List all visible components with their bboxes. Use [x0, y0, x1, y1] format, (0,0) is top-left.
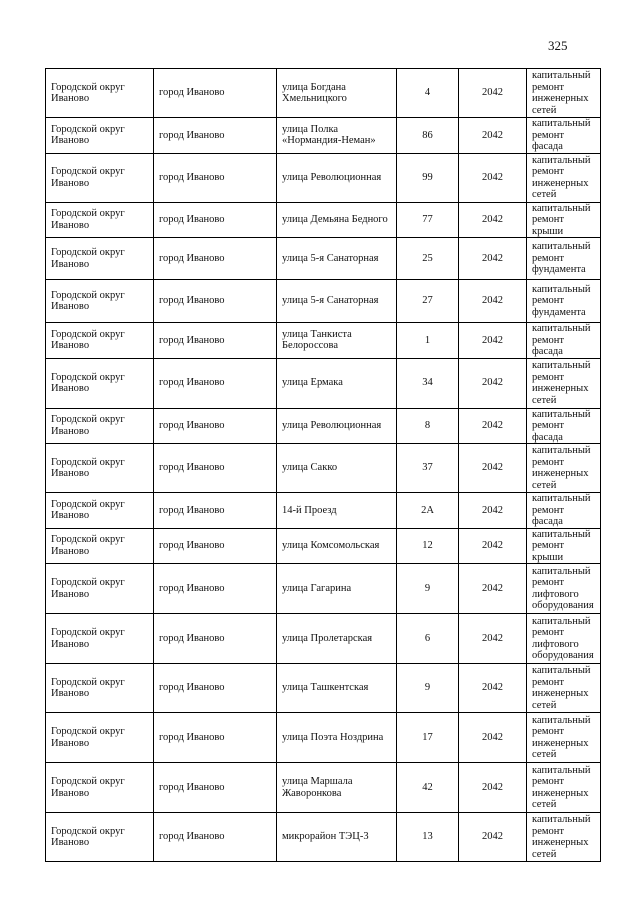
house-number-cell: 9: [397, 664, 459, 713]
street-cell: 14-й Проезд: [277, 493, 397, 529]
house-number-cell: 34: [397, 358, 459, 408]
street-cell: улица Полка «Нормандия-Неман»: [277, 118, 397, 154]
table-row: [46, 238, 601, 280]
street-cell: улица Демьяна Бедного: [277, 202, 397, 238]
settlement-cell: город Иваново: [154, 69, 277, 118]
work-type-cell: капитальный ремонт фасада: [527, 493, 601, 529]
year-cell: 2042: [459, 408, 527, 444]
street-cell: улица Маршала Жаворонкова: [277, 763, 397, 813]
house-number-cell: 1: [397, 323, 459, 359]
municipality-cell: Городской округ Иваново: [46, 614, 154, 664]
year-cell: 2042: [459, 280, 527, 323]
settlement-cell: город Иваново: [154, 358, 277, 408]
street-cell: улица Комсомольская: [277, 528, 397, 564]
street-cell: улица Революционная: [277, 408, 397, 444]
house-number-cell: 13: [397, 813, 459, 862]
work-type-cell: капитальный ремонт инженерных сетей: [527, 444, 601, 493]
table-row: [46, 493, 601, 529]
table-row: [46, 118, 601, 154]
work-type-cell: капитальный ремонт инженерных сетей: [527, 153, 601, 202]
house-number-cell: 86: [397, 118, 459, 154]
street-cell: улица Революционная: [277, 153, 397, 202]
house-number-cell: 4: [397, 69, 459, 118]
settlement-cell: город Иваново: [154, 493, 277, 529]
year-cell: 2042: [459, 713, 527, 763]
street-cell: улица Поэта Ноздрина: [277, 713, 397, 763]
table-row: [46, 408, 601, 444]
year-cell: 2042: [459, 614, 527, 664]
page-number: 325: [548, 38, 568, 53]
house-number-cell: 9: [397, 564, 459, 614]
table-body: [46, 69, 601, 862]
settlement-cell: город Иваново: [154, 614, 277, 664]
street-cell: улица Ермака: [277, 358, 397, 408]
work-type-cell: капитальный ремонт лифтового оборудования: [527, 564, 601, 614]
settlement-cell: город Иваново: [154, 323, 277, 359]
year-cell: 2042: [459, 564, 527, 614]
municipality-cell: Городской округ Иваново: [46, 528, 154, 564]
table-row: [46, 528, 601, 564]
year-cell: 2042: [459, 69, 527, 118]
table-row: [46, 813, 601, 862]
house-number-cell: 2А: [397, 493, 459, 529]
municipality-cell: Городской округ Иваново: [46, 202, 154, 238]
house-number-cell: 42: [397, 763, 459, 813]
house-number-cell: 37: [397, 444, 459, 493]
municipality-cell: Городской округ Иваново: [46, 238, 154, 280]
street-cell: улица 5-я Санаторная: [277, 238, 397, 280]
street-cell: улица Богдана Хмельницкого: [277, 69, 397, 118]
work-type-cell: капитальный ремонт фасада: [527, 323, 601, 359]
house-number-cell: 12: [397, 528, 459, 564]
table-row: [46, 564, 601, 614]
work-type-cell: капитальный ремонт инженерных сетей: [527, 69, 601, 118]
municipality-cell: Городской округ Иваново: [46, 763, 154, 813]
settlement-cell: город Иваново: [154, 713, 277, 763]
municipality-cell: Городской округ Иваново: [46, 69, 154, 118]
settlement-cell: город Иваново: [154, 528, 277, 564]
work-type-cell: капитальный ремонт фундамента: [527, 238, 601, 280]
year-cell: 2042: [459, 763, 527, 813]
municipality-cell: Городской округ Иваново: [46, 713, 154, 763]
year-cell: 2042: [459, 664, 527, 713]
work-type-cell: капитальный ремонт инженерных сетей: [527, 713, 601, 763]
street-cell: улица Пролетарская: [277, 614, 397, 664]
municipality-cell: Городской округ Иваново: [46, 118, 154, 154]
street-cell: улица Сакко: [277, 444, 397, 493]
work-type-cell: капитальный ремонт лифтового оборудования: [527, 614, 601, 664]
table-row: [46, 323, 601, 359]
year-cell: 2042: [459, 118, 527, 154]
year-cell: 2042: [459, 323, 527, 359]
work-type-cell: капитальный ремонт крыши: [527, 528, 601, 564]
settlement-cell: город Иваново: [154, 280, 277, 323]
street-cell: улица 5-я Санаторная: [277, 280, 397, 323]
table-row: [46, 763, 601, 813]
settlement-cell: город Иваново: [154, 408, 277, 444]
work-type-cell: капитальный ремонт инженерных сетей: [527, 664, 601, 713]
house-number-cell: 8: [397, 408, 459, 444]
house-number-cell: 6: [397, 614, 459, 664]
street-cell: микрорайон ТЭЦ-3: [277, 813, 397, 862]
settlement-cell: город Иваново: [154, 664, 277, 713]
repair-schedule-table: [45, 68, 601, 862]
street-cell: улица Гагарина: [277, 564, 397, 614]
house-number-cell: 27: [397, 280, 459, 323]
work-type-cell: капитальный ремонт инженерных сетей: [527, 358, 601, 408]
year-cell: 2042: [459, 238, 527, 280]
settlement-cell: город Иваново: [154, 763, 277, 813]
house-number-cell: 17: [397, 713, 459, 763]
work-type-cell: капитальный ремонт инженерных сетей: [527, 763, 601, 813]
year-cell: 2042: [459, 358, 527, 408]
table-row: [46, 153, 601, 202]
municipality-cell: Городской округ Иваново: [46, 408, 154, 444]
settlement-cell: город Иваново: [154, 238, 277, 280]
settlement-cell: город Иваново: [154, 444, 277, 493]
municipality-cell: Городской округ Иваново: [46, 280, 154, 323]
municipality-cell: Городской округ Иваново: [46, 564, 154, 614]
table-row: [46, 664, 601, 713]
municipality-cell: Городской округ Иваново: [46, 493, 154, 529]
house-number-cell: 99: [397, 153, 459, 202]
municipality-cell: Городской округ Иваново: [46, 813, 154, 862]
work-type-cell: капитальный ремонт фасада: [527, 408, 601, 444]
settlement-cell: город Иваново: [154, 564, 277, 614]
work-type-cell: капитальный ремонт инженерных сетей: [527, 813, 601, 862]
table-row: [46, 69, 601, 118]
year-cell: 2042: [459, 202, 527, 238]
settlement-cell: город Иваново: [154, 153, 277, 202]
table-row: [46, 444, 601, 493]
year-cell: 2042: [459, 493, 527, 529]
municipality-cell: Городской округ Иваново: [46, 323, 154, 359]
year-cell: 2042: [459, 813, 527, 862]
settlement-cell: город Иваново: [154, 813, 277, 862]
settlement-cell: город Иваново: [154, 118, 277, 154]
house-number-cell: 77: [397, 202, 459, 238]
work-type-cell: капитальный ремонт фасада: [527, 118, 601, 154]
municipality-cell: Городской округ Иваново: [46, 444, 154, 493]
year-cell: 2042: [459, 153, 527, 202]
settlement-cell: город Иваново: [154, 202, 277, 238]
municipality-cell: Городской округ Иваново: [46, 358, 154, 408]
table-row: [46, 713, 601, 763]
table-row: [46, 358, 601, 408]
table-row: [46, 202, 601, 238]
year-cell: 2042: [459, 528, 527, 564]
municipality-cell: Городской округ Иваново: [46, 153, 154, 202]
work-type-cell: капитальный ремонт крыши: [527, 202, 601, 238]
year-cell: 2042: [459, 444, 527, 493]
street-cell: улица Ташкентская: [277, 664, 397, 713]
table-row: [46, 280, 601, 323]
table-row: [46, 614, 601, 664]
municipality-cell: Городской округ Иваново: [46, 664, 154, 713]
work-type-cell: капитальный ремонт фундамента: [527, 280, 601, 323]
house-number-cell: 25: [397, 238, 459, 280]
street-cell: улица Танкиста Белороссова: [277, 323, 397, 359]
